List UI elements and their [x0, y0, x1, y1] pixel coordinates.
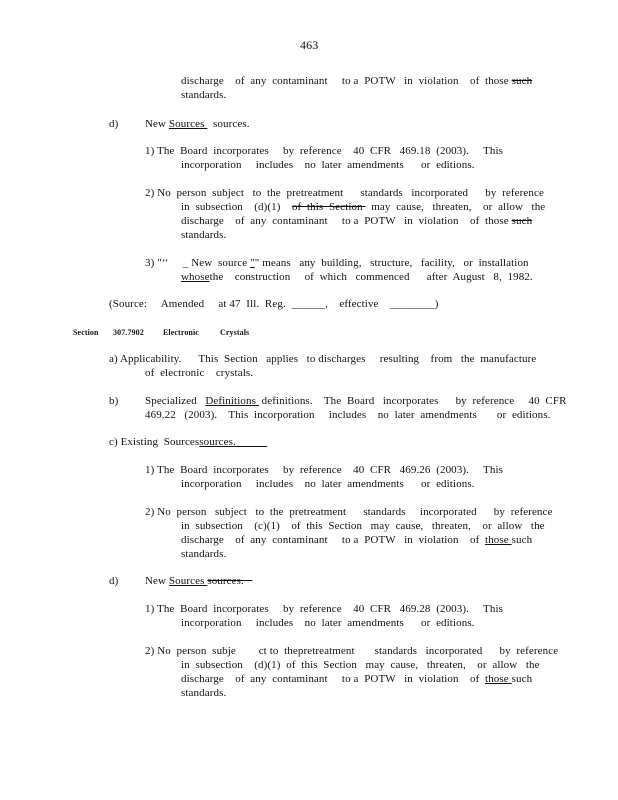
- inserted-text: ": [250, 257, 255, 269]
- source-note: [109, 297, 439, 311]
- text: [244, 575, 253, 587]
- paragraph-line: standards.: [181, 89, 227, 101]
- inserted-text: whose: [181, 271, 210, 283]
- text: discharge of any contaminant to a POTW in violation of those: [181, 215, 512, 227]
- text: definitions. The Board incorporates by reference 40 CFR: [258, 395, 567, 407]
- section-title: Electronic: [163, 328, 199, 337]
- paragraph-line: standards.: [181, 229, 227, 241]
- blank: ________: [389, 298, 435, 310]
- item-heading: [145, 117, 250, 131]
- section-label: Section: [73, 328, 99, 337]
- paragraph-line: [145, 256, 529, 270]
- section-title: Crystals: [220, 328, 250, 337]
- paragraph-line: standards.: [181, 687, 227, 699]
- blank: ______: [291, 298, 326, 310]
- paragraph-line: a) Applicability. This Section applies to discharges resulting from the manufacture: [109, 353, 537, 365]
- text: such: [511, 673, 533, 685]
- inserted-text: those: [485, 673, 512, 685]
- deleted-text: such: [511, 215, 533, 227]
- paragraph-line: [181, 270, 533, 284]
- paragraph-line: standards.: [181, 548, 227, 560]
- paragraph-line: [181, 200, 545, 214]
- text: sources.: [207, 118, 250, 130]
- item-heading: [145, 574, 252, 588]
- paragraph-line: of electronic crystals.: [145, 367, 254, 379]
- text: ): [434, 298, 439, 310]
- text: New: [145, 118, 169, 130]
- inserted-text: Sources: [168, 575, 208, 587]
- paragraph-line: 2) No person subject to the pretreatment standards incorporated by reference: [145, 506, 553, 518]
- paragraph-line: 469.22 (2003). This incorporation includes no later amendments or editions.: [145, 409, 551, 421]
- text: c) Existing Sources: [109, 436, 200, 448]
- paragraph-line: [181, 74, 532, 88]
- text: 3) "‘‘ _ New source: [145, 257, 251, 269]
- paragraph-line: [181, 214, 532, 228]
- item-label: b): [109, 395, 119, 407]
- deleted-text: sources.: [207, 575, 244, 587]
- paragraph-line: in subsection (c)(1) of this Section may cause, threaten, or allow the: [181, 520, 545, 532]
- item-heading: [109, 435, 267, 449]
- paragraph-line: 2) No person subje ct to thepretreatment standards incorporated by reference: [145, 645, 559, 657]
- text: Specialized: [145, 395, 206, 407]
- inserted-text: Sources: [168, 118, 208, 130]
- paragraph-line: [145, 394, 567, 408]
- paragraph-line: in subsection (d)(1) of this Section may cause, threaten, or allow the: [181, 659, 540, 671]
- paragraph-line: 1) The Board incorporates by reference 40 CFR 469.18 (2003). This: [145, 145, 503, 157]
- item-label: d): [109, 118, 119, 130]
- text: in subsection (d)(1): [181, 201, 292, 213]
- page-number: 463: [300, 38, 319, 52]
- section-number: 307.7902: [113, 328, 144, 337]
- deleted-text: of this Section: [291, 201, 366, 213]
- inserted-text: Definitions: [205, 395, 259, 407]
- paragraph-line: incorporation includes no later amendments or editions.: [181, 159, 475, 171]
- inserted-text: those: [485, 534, 512, 546]
- paragraph-line: incorporation includes no later amendments or editions.: [181, 478, 475, 490]
- text: New: [145, 575, 169, 587]
- paragraph-line: incorporation includes no later amendments or editions.: [181, 617, 475, 629]
- text: the construction of which commenced after August 8, 1982.: [209, 271, 533, 283]
- paragraph-line: [181, 533, 532, 547]
- text: " means any building, structure, facility, or installation: [254, 257, 529, 269]
- text: , effective: [325, 298, 390, 310]
- text: discharge of any contaminant to a POTW in violation of those: [181, 75, 512, 87]
- deleted-text: such: [511, 75, 533, 87]
- paragraph-line: 1) The Board incorporates by reference 40 CFR 469.26 (2003). This: [145, 464, 503, 476]
- item-label: d): [109, 575, 119, 587]
- text: (Source: Amended at 47 Ill. Reg.: [109, 298, 292, 310]
- inserted-text: sources.: [199, 436, 268, 448]
- text: such: [511, 534, 533, 546]
- paragraph-line: 2) No person subject to the pretreatment standards incorporated by reference: [145, 187, 544, 199]
- paragraph-line: 1) The Board incorporates by reference 40 CFR 469.28 (2003). This: [145, 603, 503, 615]
- text: discharge of any contaminant to a POTW in violation of: [181, 673, 486, 685]
- text: discharge of any contaminant to a POTW in violation of: [181, 534, 486, 546]
- paragraph-line: [181, 672, 532, 686]
- text: may cause, threaten, or allow the: [365, 201, 546, 213]
